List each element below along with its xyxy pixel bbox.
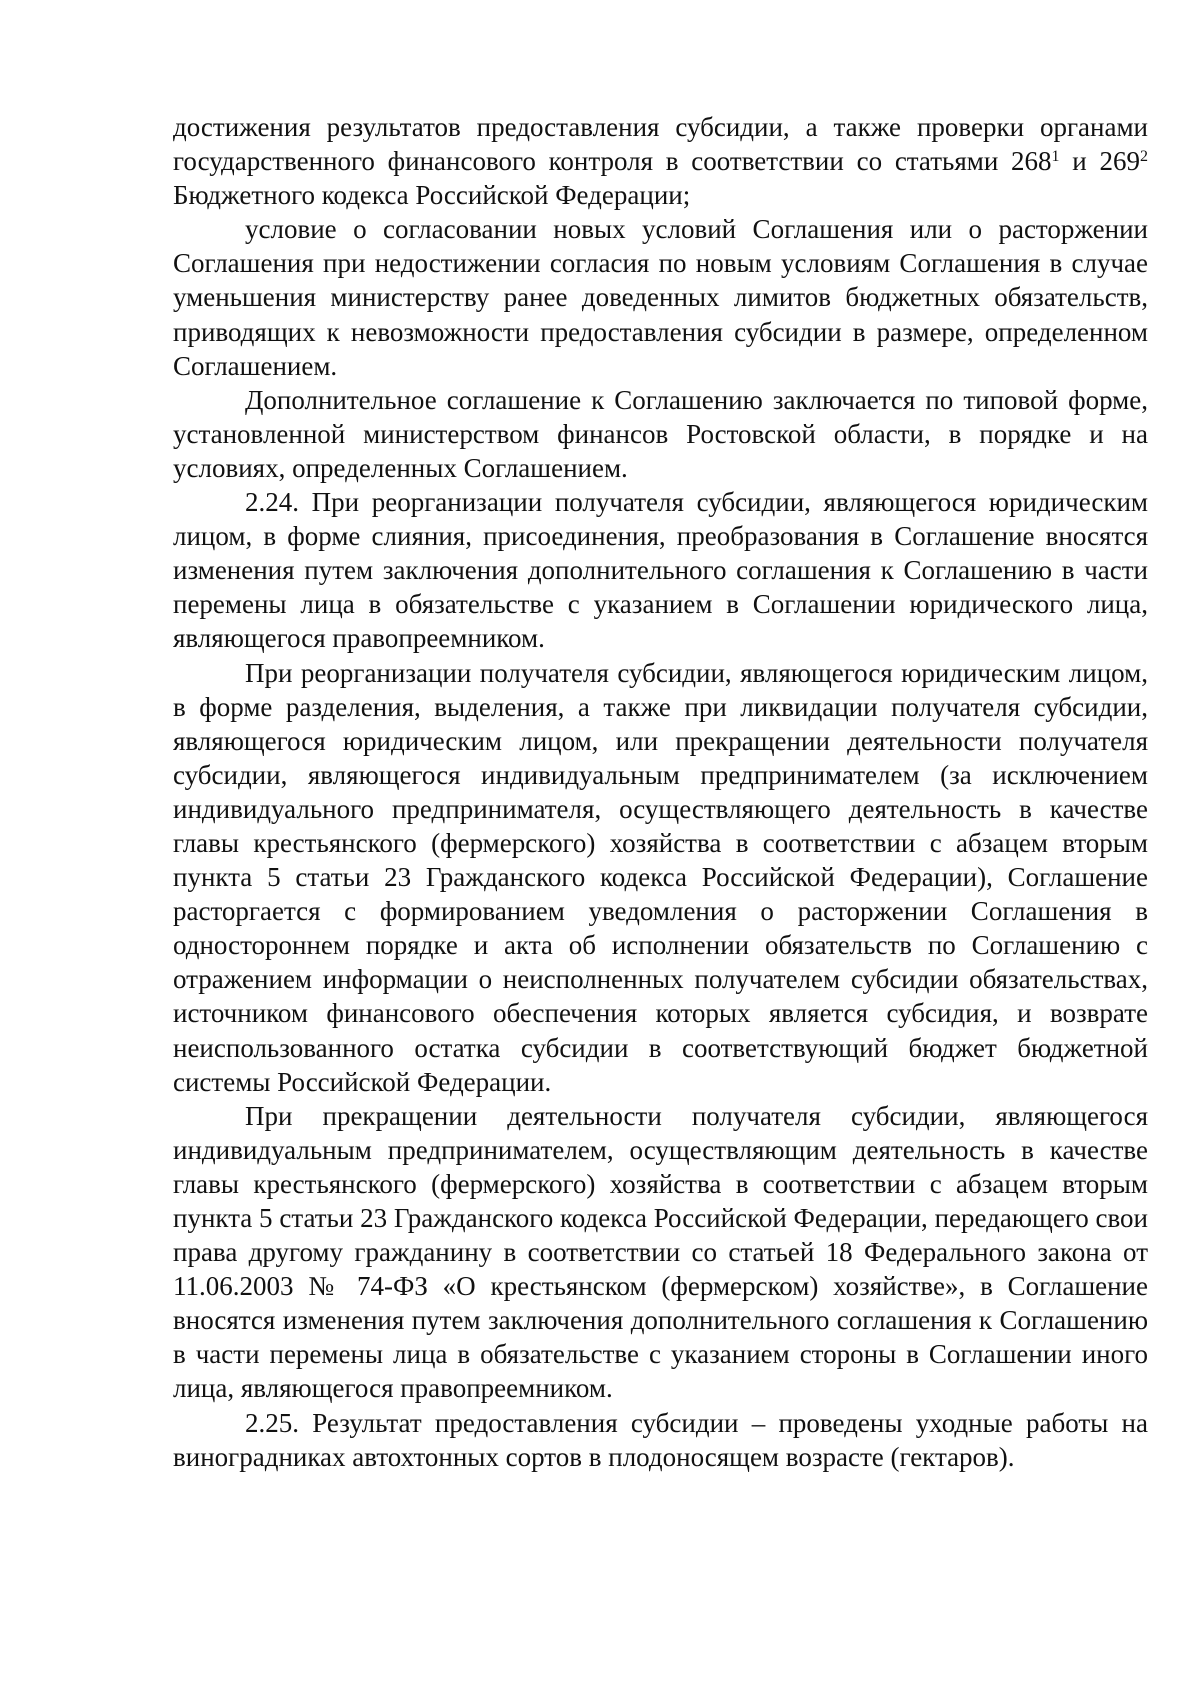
paragraph-new-conditions: условие о согласовании новых условий Соглашения или о расторжении Соглашения при недостижении согласия по новым условиям Соглашения в случае уменьшения министерству ранее доведенных лимитов бюджетных обязательств, приводящих к невозможности предоставления субсидии в размере, определенном Соглашением.	[173, 214, 1148, 381]
paragraph-budget-code-text-a: достижения результатов предоставления субсидии, а также проверки органами государственного финансового контроля в соответствии со статьями 268	[173, 112, 1148, 177]
superscript-2: 2	[1140, 148, 1148, 166]
paragraph-budget-code	[173, 110, 1148, 212]
paragraph-2-24: 2.24. При реорганизации получателя субсидии, являющегося юридическим лицом, в форме слияния, присоединения, преобразования в Соглашение вносятся изменения путем заключения дополнительного соглашения к Соглашению в части перемены лица в обязательстве с указанием в Соглашении юридического лица, являющегося правопреемником.	[173, 487, 1148, 654]
paragraph-liquidation: При реорганизации получателя субсидии, являющегося юридическим лицом, в форме разделения, выделения, а также при ликвидации получателя субсидии, являющегося юридическим лицом, или прекращении деятельности получателя субсидии, являющегося индивидуальным предпринимателем (за исключением индивидуального предпринимателя, осуществляющего деятельность в качестве главы крестьянского (фермерского) хозяйства в соответствии с абзацем вторым пункта 5 статьи 23 Гражданского кодекса Российской Федерации), Соглашение расторгается с формированием уведомления о расторжении Соглашения в одностороннем порядке и акта об исполнении обязательств по Соглашению с отражением информации о неисполненных получателем субсидии обязательствах, источником финансового обеспечения которых является субсидия, и возврате неиспользованного остатка субсидии в соответствующий бюджет бюджетной системы Российской Федерации.	[173, 657, 1148, 1097]
paragraph-termination-ip: При прекращении деятельности получателя субсидии, являющегося индивидуальным предпринимателем, осуществляющим деятельность в качестве главы крестьянского (фермерского) хозяйства в соответствии с абзацем вторым пункта 5 статьи 23 Гражданского кодекса Российской Федерации, передающего свои права другому гражданину в соответствии со статьей 18 Федерального закона от 11.06.2003 № 74-ФЗ «О крестьянском (фермерском) хозяйстве», в Соглашение вносятся изменения путем заключения дополнительного соглашения к Соглашению в части перемены лица в обязательстве с указанием стороны в Соглашении иного лица, являющегося правопреемником.	[173, 1100, 1148, 1404]
paragraph-additional-agreement: Дополнительное соглашение к Соглашению заключается по типовой форме, установленной министерством финансов Ростовской области, в порядке и на условиях, определенных Соглашением.	[173, 384, 1148, 483]
document-page	[173, 110, 1148, 1474]
superscript-1: 1	[1051, 148, 1060, 166]
paragraph-2-25: 2.25. Результат предоставления субсидии – проведены уходные работы на виноградниках автохтонных сортов в плодоносящем возрасте (гектаров).	[173, 1407, 1148, 1472]
paragraph-budget-code-text-c: Бюджетного кодекса Российской Федерации;	[173, 180, 691, 211]
paragraph-budget-code-text-b: и 269	[1059, 146, 1140, 177]
